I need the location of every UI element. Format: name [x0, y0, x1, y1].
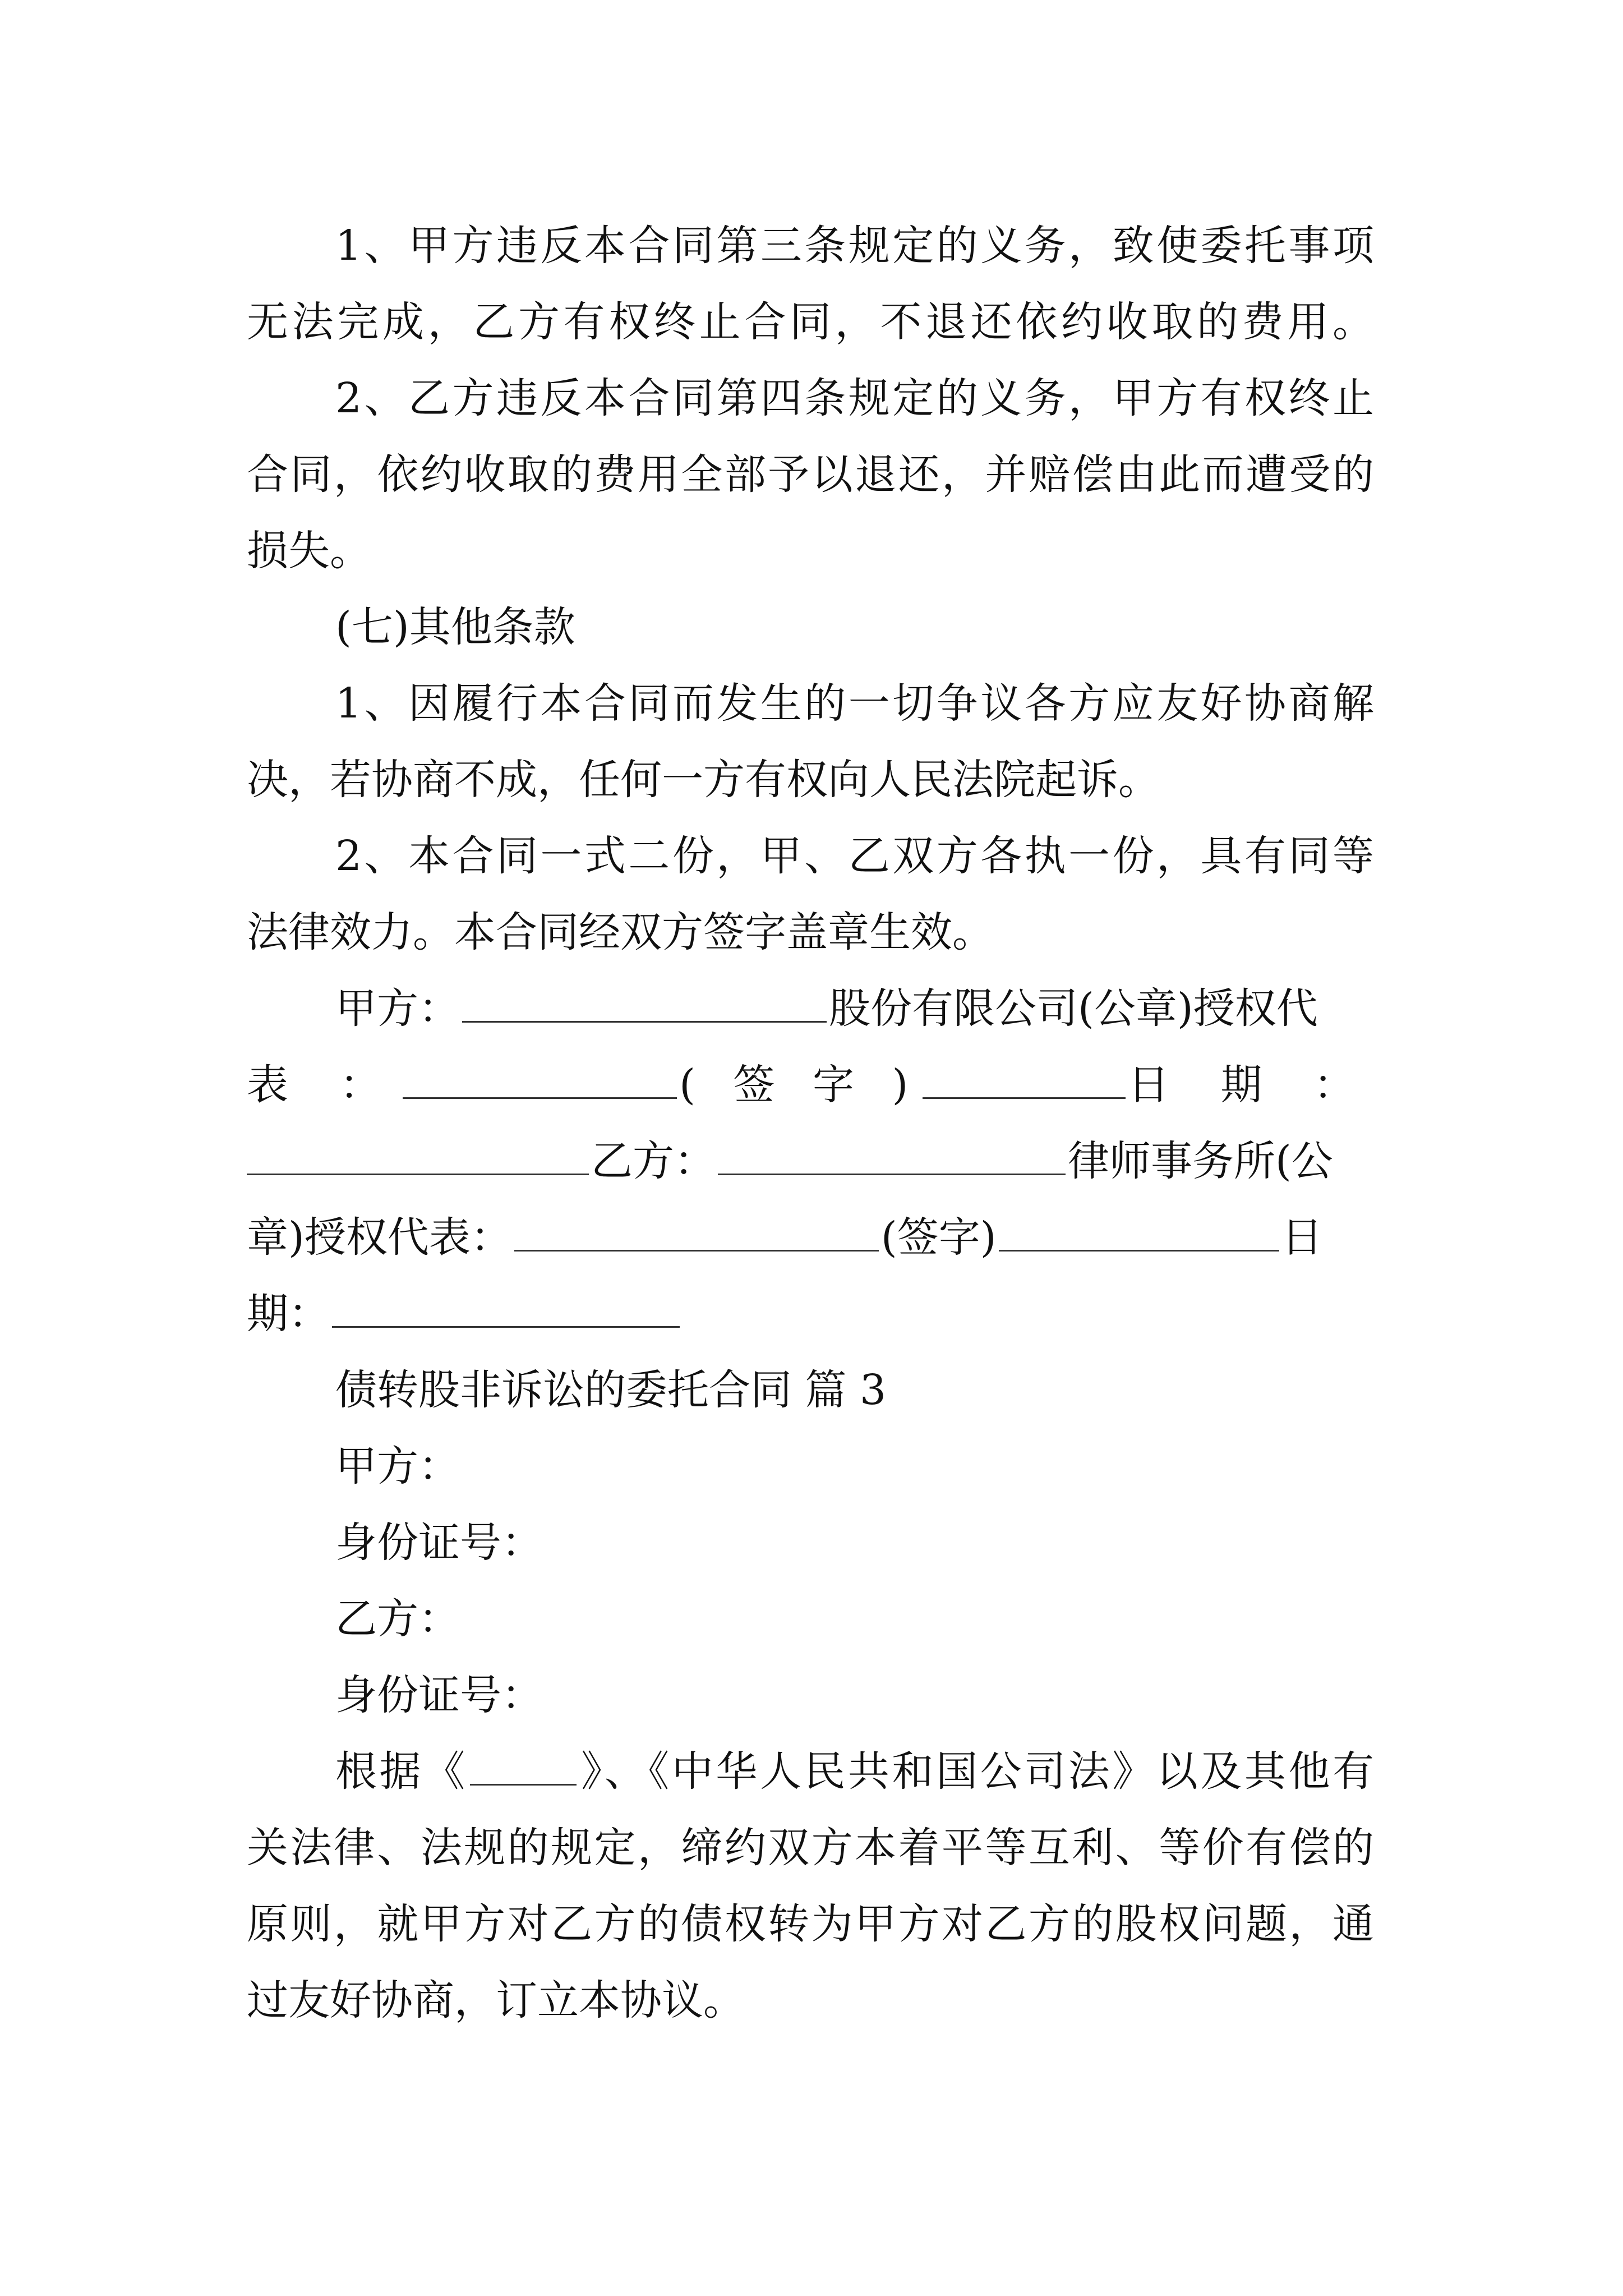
- signature-line-party-b: [247, 1123, 1374, 1199]
- party-a-label: 甲方：: [335, 984, 460, 1033]
- paragraph-line: 损失。: [247, 527, 371, 575]
- date-label-2-b: 期：: [247, 1290, 330, 1338]
- paragraph-line: 1、因履行本合同而发生的一切争议各方应友好协商解: [335, 679, 1374, 728]
- date-blank: [247, 1133, 589, 1175]
- sign-b-blank: [999, 1209, 1279, 1251]
- sign-label: ( 签 字 ): [679, 1061, 921, 1109]
- rep-b-blank: [514, 1209, 879, 1251]
- rep-blank: [403, 1057, 677, 1099]
- signature-line-rep-b: [247, 1199, 1374, 1276]
- date-label-2-a: 日: [1281, 1213, 1323, 1262]
- paragraph-line: 2、本合同一式二份，甲、乙双方各执一份，具有同等: [335, 832, 1374, 880]
- party-a-blank: [462, 981, 827, 1023]
- field-id-a: 身份证号：: [335, 1519, 543, 1567]
- party-b-blank: [718, 1133, 1066, 1175]
- field-party-b: 乙方：: [335, 1595, 460, 1643]
- basis-suffix: 》、《中华人民共和国公司法》以及其他有: [578, 1747, 1375, 1796]
- basis-prefix: 根据《: [335, 1747, 468, 1796]
- party-b-cont: 章)授权代表：: [247, 1213, 512, 1262]
- sign-label-2: (签字): [880, 1213, 997, 1262]
- paragraph-line: 原则，就甲方对乙方的债权转为甲方对乙方的股权问题，通: [247, 1900, 1374, 1948]
- paragraph-line: 合同，依约收取的费用全部予以退还，并赔偿由此而遭受的: [247, 450, 1374, 499]
- law-name-blank: [470, 1743, 577, 1786]
- field-party-a: 甲方：: [335, 1442, 460, 1490]
- sign-blank: [923, 1057, 1126, 1099]
- basis-line: [247, 1733, 1374, 1810]
- document-body: [247, 208, 1374, 2039]
- section-title: 债转股非诉讼的委托合同 篇 3: [335, 1366, 887, 1414]
- date-b-blank: [332, 1286, 680, 1328]
- signature-line-rep: [247, 1047, 1374, 1123]
- paragraph-line: 法律效力。本合同经双方签字盖章生效。: [247, 908, 994, 956]
- rep-label: 表 ：: [247, 1061, 400, 1109]
- party-a-suffix: 股份有限公司(公章)授权代: [829, 984, 1318, 1033]
- signature-line-party-a: [247, 970, 1374, 1047]
- party-b-suffix: 律师事务所(公: [1068, 1137, 1333, 1185]
- paragraph-line: 2、乙方违反本合同第四条规定的义务，甲方有权终止: [335, 374, 1374, 422]
- paragraph-line: 关法律、法规的规定，缔约双方本着平等互利、等价有偿的: [247, 1824, 1374, 1872]
- paragraph-line: 决，若协商不成，任何一方有权向人民法院起诉。: [247, 756, 1160, 804]
- party-b-label: 乙方：: [591, 1137, 716, 1185]
- paragraph-line: 无法完成，乙方有权终止合同，不退还依约收取的费用。: [247, 298, 1374, 346]
- paragraph-line: 过友好协商，订立本协议。: [247, 1976, 745, 2024]
- paragraph-line: 1、甲方违反本合同第三条规定的义务，致使委托事项: [335, 222, 1374, 270]
- date-label: 日 期 ：: [1127, 1061, 1374, 1109]
- clause-heading: (七)其他条款: [335, 603, 575, 651]
- signature-line-date-b: [247, 1276, 1374, 1352]
- field-id-b: 身份证号：: [335, 1671, 543, 1719]
